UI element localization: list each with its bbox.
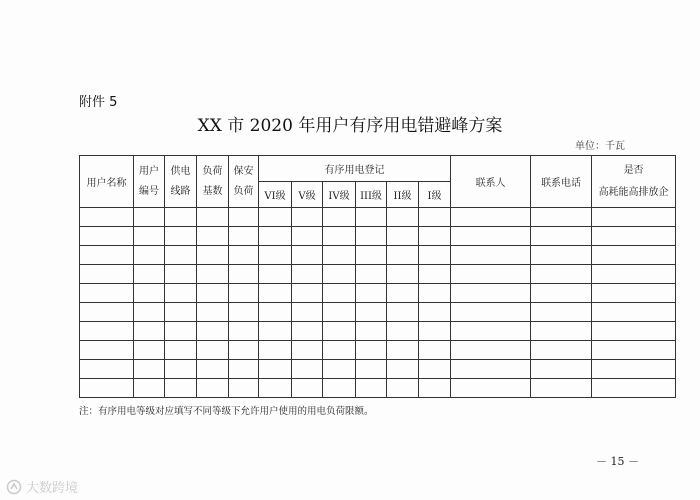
table-cell <box>134 322 165 341</box>
table-cell <box>165 341 197 360</box>
table-cell <box>387 322 419 341</box>
table-cell <box>323 322 356 341</box>
table-cell <box>419 284 451 303</box>
header-level-2: II级 <box>387 182 419 208</box>
table-cell <box>292 246 323 265</box>
table-row <box>80 360 676 379</box>
table-cell <box>197 303 229 322</box>
table-cell <box>80 265 134 284</box>
table-cell <box>356 341 387 360</box>
table-cell <box>229 227 259 246</box>
table-cell <box>80 208 134 227</box>
table-cell <box>356 265 387 284</box>
table-cell <box>197 284 229 303</box>
table-cell <box>292 322 323 341</box>
table-cell <box>451 379 531 398</box>
table-cell <box>531 379 592 398</box>
table-cell <box>531 322 592 341</box>
table-cell <box>134 227 165 246</box>
table-cell <box>592 246 676 265</box>
table-cell <box>80 379 134 398</box>
table-cell <box>592 208 676 227</box>
table-cell <box>356 322 387 341</box>
table-cell <box>451 284 531 303</box>
table-cell <box>592 341 676 360</box>
table-cell <box>197 360 229 379</box>
table-cell <box>356 360 387 379</box>
table-cell <box>387 227 419 246</box>
table-cell <box>197 227 229 246</box>
table-cell <box>356 284 387 303</box>
unit-label: 单位：千瓦 <box>575 141 625 152</box>
table-cell <box>229 265 259 284</box>
table-cell <box>419 322 451 341</box>
table-cell <box>451 360 531 379</box>
table-cell <box>229 284 259 303</box>
table-cell <box>292 208 323 227</box>
table-cell <box>419 379 451 398</box>
plan-table <box>79 155 676 398</box>
table-cell <box>531 303 592 322</box>
table-cell <box>259 246 292 265</box>
table-cell <box>134 246 165 265</box>
header-user-name: 用户名称 <box>80 156 134 208</box>
table-cell <box>292 341 323 360</box>
table-row <box>80 227 676 246</box>
table-cell <box>419 208 451 227</box>
table-cell <box>323 360 356 379</box>
table-cell <box>229 379 259 398</box>
header-high-energy: 是否 高耗能高排放企 <box>592 156 676 208</box>
table-cell <box>165 208 197 227</box>
table-cell <box>134 208 165 227</box>
table-cell <box>165 246 197 265</box>
header-security-load: 保安 负荷 <box>229 156 259 208</box>
table-cell <box>259 303 292 322</box>
header-user-number: 用户 编号 <box>134 156 165 208</box>
header-level-3: III级 <box>356 182 387 208</box>
table-cell <box>592 379 676 398</box>
table-cell <box>80 227 134 246</box>
table-row <box>80 303 676 322</box>
table-cell <box>387 208 419 227</box>
table-cell <box>592 265 676 284</box>
table-cell <box>134 303 165 322</box>
table-cell <box>451 246 531 265</box>
header-contact: 联系人 <box>451 156 531 208</box>
table-cell <box>292 265 323 284</box>
table-cell <box>165 360 197 379</box>
table-row <box>80 341 676 360</box>
table-cell <box>197 341 229 360</box>
table-cell <box>387 341 419 360</box>
table-cell <box>292 379 323 398</box>
header-supply-line: 供电 线路 <box>165 156 197 208</box>
table-cell <box>387 379 419 398</box>
table-cell <box>229 322 259 341</box>
table-cell <box>531 208 592 227</box>
table-cell <box>259 322 292 341</box>
table-cell <box>134 360 165 379</box>
table-cell <box>134 379 165 398</box>
watermark-logo-icon <box>6 479 22 495</box>
document-title: XX 市 2020 年用户有序用电错避峰方案 <box>197 116 503 136</box>
table-cell <box>197 322 229 341</box>
table-cell <box>356 379 387 398</box>
table-cell <box>387 246 419 265</box>
table-cell <box>259 360 292 379</box>
table-row <box>80 379 676 398</box>
table-cell <box>292 303 323 322</box>
table-cell <box>259 341 292 360</box>
table-cell <box>165 379 197 398</box>
table-cell <box>592 303 676 322</box>
table-cell <box>292 284 323 303</box>
table-cell <box>592 322 676 341</box>
table-cell <box>419 246 451 265</box>
table-cell <box>165 227 197 246</box>
attachment-label: 附件 5 <box>79 95 118 110</box>
table-cell <box>80 341 134 360</box>
header-level-5: V级 <box>292 182 323 208</box>
table-cell <box>229 208 259 227</box>
table-cell <box>134 341 165 360</box>
table-cell <box>592 360 676 379</box>
table-cell <box>80 246 134 265</box>
header-phone: 联系电话 <box>531 156 592 208</box>
table-row <box>80 246 676 265</box>
table-cell <box>165 303 197 322</box>
table-cell <box>197 246 229 265</box>
table-cell <box>323 341 356 360</box>
page-number: － 15 － <box>596 455 639 468</box>
watermark-text: 大数跨境 <box>26 481 79 496</box>
table-cell <box>356 208 387 227</box>
table-cell <box>387 303 419 322</box>
table-cell <box>531 265 592 284</box>
table-cell <box>197 379 229 398</box>
table-cell <box>229 246 259 265</box>
table-cell <box>592 227 676 246</box>
header-registration: 有序用电登记 <box>259 156 451 182</box>
table-cell <box>323 379 356 398</box>
table-cell <box>80 322 134 341</box>
table-cell <box>259 227 292 246</box>
table-row <box>80 208 676 227</box>
header-level-4: IV级 <box>323 182 356 208</box>
table-cell <box>356 246 387 265</box>
table-cell <box>292 227 323 246</box>
table-cell <box>451 303 531 322</box>
watermark <box>6 477 78 496</box>
table-cell <box>80 284 134 303</box>
header-load-base: 负荷 基数 <box>197 156 229 208</box>
table-cell <box>387 360 419 379</box>
table-cell <box>259 208 292 227</box>
table-row <box>80 322 676 341</box>
table-cell <box>197 265 229 284</box>
table-cell <box>134 265 165 284</box>
table-cell <box>356 303 387 322</box>
table-cell <box>419 360 451 379</box>
table-cell <box>387 284 419 303</box>
table-cell <box>419 265 451 284</box>
table-cell <box>323 227 356 246</box>
table-cell <box>592 284 676 303</box>
table-cell <box>387 265 419 284</box>
table-cell <box>531 246 592 265</box>
table-cell <box>259 284 292 303</box>
table-cell <box>531 284 592 303</box>
table-cell <box>451 208 531 227</box>
table-cell <box>229 360 259 379</box>
table-cell <box>292 360 323 379</box>
footnote: 注：有序用电等级对应填写不同等级下允许用户使用的用电负荷限额。 <box>79 406 374 417</box>
table-cell <box>134 284 165 303</box>
table-cell <box>323 246 356 265</box>
table-cell <box>323 303 356 322</box>
table-cell <box>80 303 134 322</box>
table-cell <box>419 303 451 322</box>
table-cell <box>531 341 592 360</box>
table-cell <box>323 208 356 227</box>
table-cell <box>80 360 134 379</box>
table-cell <box>229 341 259 360</box>
table-cell <box>259 265 292 284</box>
table-cell <box>323 284 356 303</box>
table-cell <box>419 227 451 246</box>
table-cell <box>259 379 292 398</box>
table-cell <box>197 208 229 227</box>
table-row <box>80 265 676 284</box>
table-cell <box>165 265 197 284</box>
table-cell <box>323 265 356 284</box>
table-cell <box>451 341 531 360</box>
table-cell <box>165 322 197 341</box>
table-cell <box>531 360 592 379</box>
header-level-6: VI级 <box>259 182 292 208</box>
table-cell <box>356 227 387 246</box>
table-cell <box>419 341 451 360</box>
table-cell <box>451 322 531 341</box>
table-cell <box>229 303 259 322</box>
header-level-1: I级 <box>419 182 451 208</box>
table-row <box>80 284 676 303</box>
table-cell <box>165 284 197 303</box>
table-cell <box>451 265 531 284</box>
table-cell <box>451 227 531 246</box>
table-cell <box>531 227 592 246</box>
